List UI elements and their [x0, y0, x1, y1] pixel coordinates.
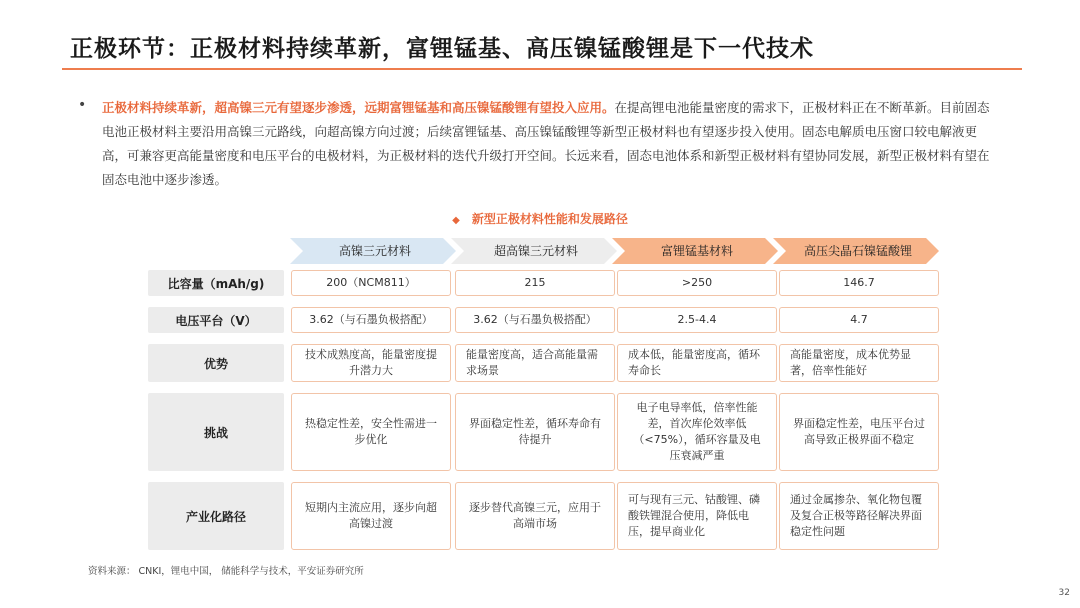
table-cell: 2.5-4.4	[617, 307, 777, 333]
page-title: 正极环节：正极材料持续革新，富锂锰基、高压镍锰酸锂是下一代技术	[70, 36, 814, 62]
table-cell: 215	[455, 270, 615, 296]
table-cell: 电子电导率低，倍率性能差，首次库伦效率低（<75%），循环容量及电压衰减严重	[617, 393, 777, 471]
table-cell: 能量密度高，适合高能量需求场景	[455, 344, 615, 382]
table-cell: 热稳定性差，安全性需进一步优化	[291, 393, 451, 471]
page-number: 32	[1058, 588, 1070, 598]
table-cell: 技术成熟度高，能量密度提升潜力大	[291, 344, 451, 382]
table-cell: 200（NCM811）	[291, 270, 451, 296]
row-label-capacity: 比容量（mAh/g)	[148, 270, 284, 296]
figure-title-text: 新型正极材料性能和发展路径	[471, 212, 628, 226]
column-header-0: 高镍三元材料	[338, 244, 411, 258]
table-cell: 短期内主流应用，逐步向超高镍过渡	[291, 482, 451, 550]
column-header-2: 富锂锰基材料	[660, 244, 733, 258]
table-cell: 3.62（与石墨负极搭配）	[291, 307, 451, 333]
table-cell: 4.7	[779, 307, 939, 333]
row-label-industrialization: 产业化路径	[148, 482, 284, 550]
summary-body: 在提高锂电池能量密度的需求下，正极材料正在不断革新。目前固态电池正极材料主要沿用高镍三元路线，向超高镍方向过渡；后续富锂锰基、高压镍锰酸锂等新型正极材料也有望逐步投入使用。固态电解质电压窗口较电解液更高，可兼容更高能量密度和电压平台的电极材料，为正极材料的迭代升级打开空间。长远来看，固态电池体系和新型正极材料有望协同发展，新型正极材料有望在固态电池中逐步渗透。	[102, 100, 990, 187]
table-cell: 逐步替代高镍三元，应用于高端市场	[455, 482, 615, 550]
row-label-challenges: 挑战	[148, 393, 284, 471]
column-header-3: 高压尖晶石镍锰酸锂	[803, 244, 912, 258]
diamond-icon: ◆	[452, 215, 460, 226]
summary-highlight: 正极材料持续革新，超高镍三元有望逐步渗透，远期富锂锰基和高压镍锰酸锂有望投入应用。	[102, 100, 615, 115]
table-cell: 界面稳定性差，循环寿命有待提升	[455, 393, 615, 471]
table-cell: 可与现有三元、钴酸锂、磷酸铁锂混合使用，降低电压，提早商业化	[617, 482, 777, 550]
bullet-icon: •	[78, 97, 87, 113]
row-label-advantages: 优势	[148, 344, 284, 382]
table-cell: 成本低，能量密度高，循环寿命长	[617, 344, 777, 382]
source-note: 资料来源： CNKI，锂电中国， 储能科学与技术，平安证券研究所	[88, 566, 364, 577]
table-cell: 界面稳定性差，电压平台过高导致正极界面不稳定	[779, 393, 939, 471]
table-cell: 通过金属掺杂、氧化物包覆及复合正极等路径解决界面稳定性问题	[779, 482, 939, 550]
table-cell: 146.7	[779, 270, 939, 296]
row-label-voltage: 电压平台（V）	[148, 307, 284, 333]
table-cell: 高能量密度，成本优势显著，倍率性能好	[779, 344, 939, 382]
column-header-1: 超高镍三元材料	[493, 244, 578, 258]
table-cell: 3.62（与石墨负极搭配）	[455, 307, 615, 333]
table-cell: >250	[617, 270, 777, 296]
